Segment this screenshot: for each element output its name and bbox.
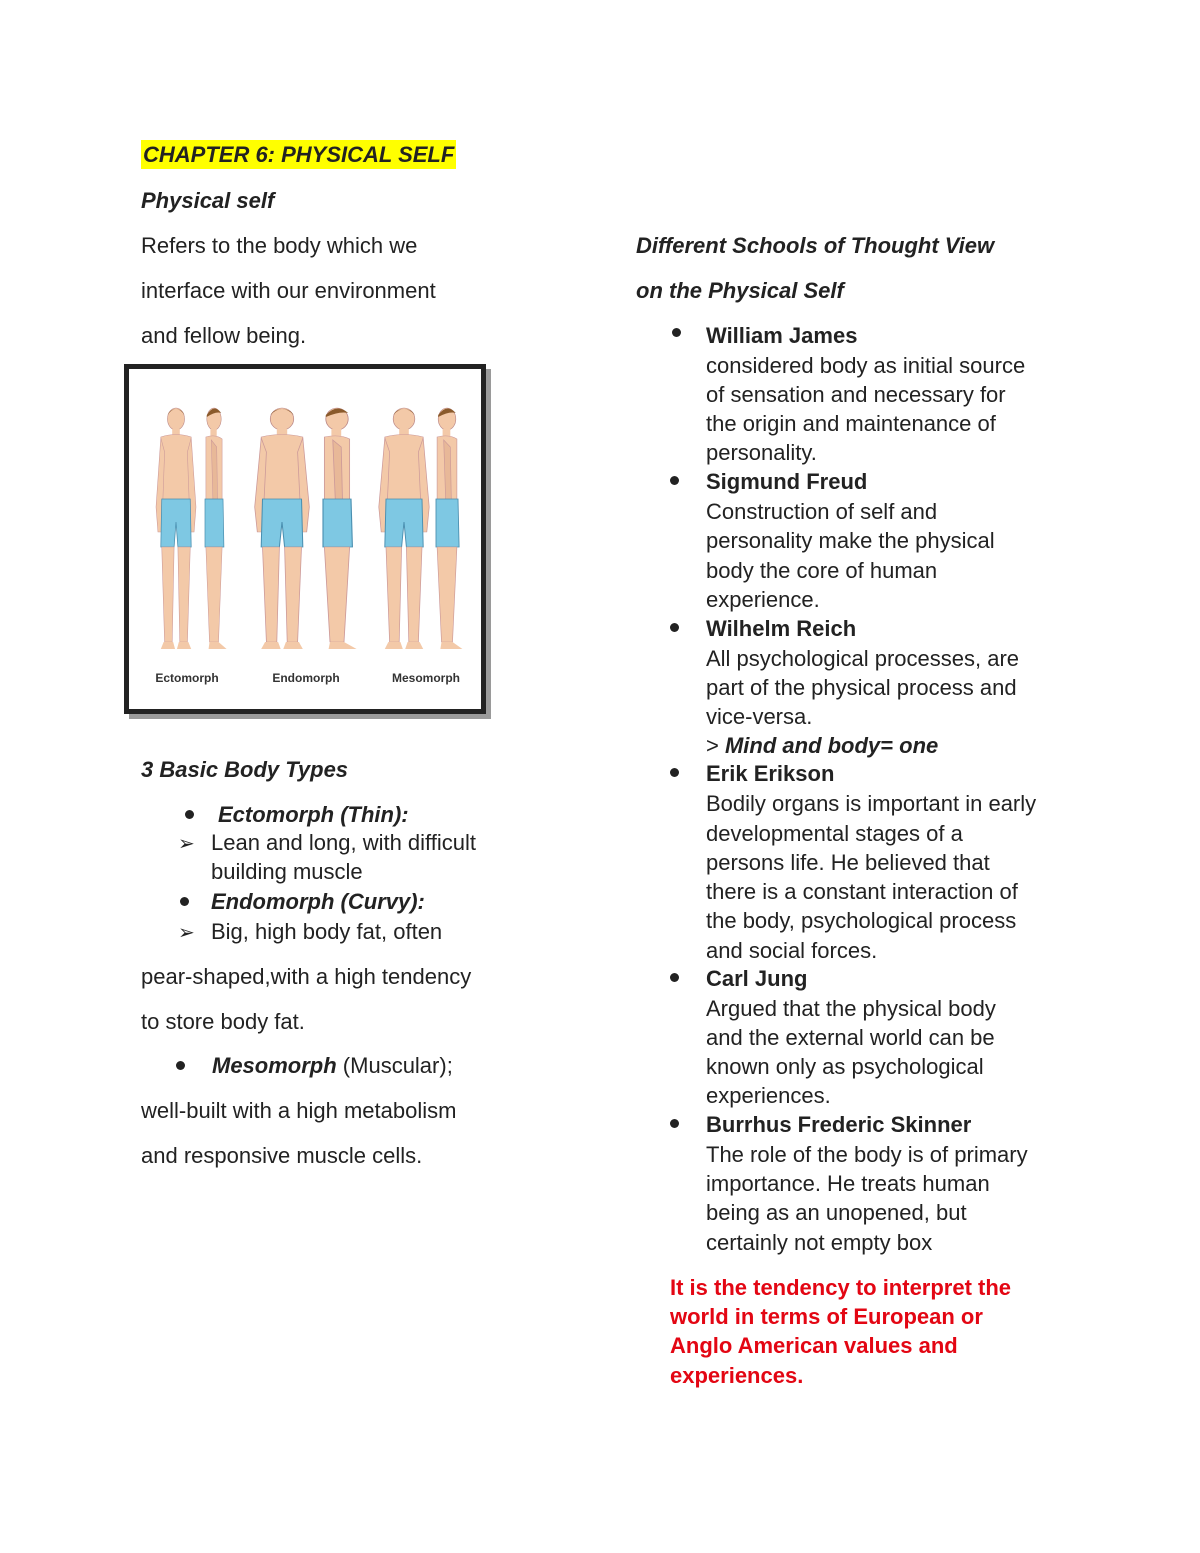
ectomorph-desc-line: building muscle [211,859,363,884]
bullet-icon [670,768,679,777]
endomorph-side-figure [323,408,357,649]
mesomorph-front-figure [379,408,429,649]
arrow-bullet-icon: ➢ [178,922,195,944]
ectomorph-side-figure [205,408,227,649]
theorist-desc-line: there is a constant interaction of [706,879,1018,904]
bullet-icon [670,973,679,982]
theorist-desc-line: persons life. He believed that [706,850,990,875]
closing-red-line: It is the tendency to interpret the [670,1275,1012,1300]
intro-line: Refers to the body which we [141,233,418,258]
schools-heading-line: Different Schools of Thought View [636,233,995,258]
theorist-desc-line: All psychological processes, are [706,646,1020,671]
theorist-desc-line: Bodily organs is important in early [706,791,1037,816]
body-types-figure [124,364,486,714]
theorist-name: Carl Jung [706,966,808,991]
theorist-desc-line: Argued that the physical body [706,996,996,1021]
mesomorph-desc-line: and responsive muscle cells. [141,1143,423,1168]
bullet-icon [672,328,681,337]
bullet-icon [185,810,194,819]
figure-label-endomorph: Endomorph [272,671,340,685]
closing-red-line: experiences. [670,1363,804,1388]
ectomorph-front-figure [156,408,196,649]
ectomorph-title: Ectomorph (Thin): [218,802,409,827]
theorist-desc-line: the origin and maintenance of [706,411,996,436]
theorist-desc-line: and social forces. [706,938,878,963]
theorist-desc-line: personality make the physical [706,528,995,553]
theorist-desc-line: known only as psychological [706,1054,984,1079]
bullet-icon [670,623,679,632]
theorist-name: William James [706,323,858,348]
reich-extra-line [706,733,938,759]
section-subtitle: Physical self [141,188,275,213]
theorist-desc-line: vice-versa. [706,704,813,729]
intro-line: and fellow being. [141,323,307,348]
theorist-desc-line: body the core of human [706,558,938,583]
mesomorph-line [212,1053,453,1079]
endomorph-front-figure [255,408,310,649]
theorist-desc-line: Construction of self and [706,499,938,524]
theorist-name: Wilhelm Reich [706,616,857,641]
theorist-desc-line: being as an unopened, but [706,1200,967,1225]
theorist-desc-line: developmental stages of a [706,821,963,846]
theorist-desc-line: of sensation and necessary for [706,382,1006,407]
closing-red-line: Anglo American values and [670,1333,958,1358]
bullet-icon [180,897,189,906]
theorist-desc-line: importance. He treats human [706,1171,990,1196]
endomorph-desc-line: to store body fat. [141,1009,305,1034]
mesomorph-side-figure [436,408,462,649]
theorist-desc-line: personality. [706,440,817,465]
theorist-desc-line: considered body as initial source [706,353,1026,378]
bullet-icon [176,1061,185,1070]
theorist-name: Erik Erikson [706,761,835,786]
intro-line: interface with our environment [141,278,436,303]
figure-label-mesomorph: Mesomorph [391,671,461,685]
theorist-name: Sigmund Freud [706,469,868,494]
endomorph-title: Endomorph (Curvy): [211,889,425,914]
endomorph-desc-line: Big, high body fat, often [211,919,443,944]
reich-extra-text: Mind and body= one [724,733,939,758]
bullet-icon [670,476,679,485]
theorist-desc-line: and the external world can be [706,1025,995,1050]
theorist-desc-line: The role of the body is of primary [706,1142,1028,1167]
mesomorph-title: Mesomorph [212,1053,337,1078]
reich-extra-prefix: > [706,733,725,758]
closing-red-line: world in terms of European or [670,1304,983,1329]
mesomorph-desc-line: well-built with a high metabolism [141,1098,457,1123]
theorist-desc-line: experiences. [706,1083,831,1108]
schools-heading-line: on the Physical Self [636,278,844,303]
endomorph-desc-line: pear-shaped,with a high tendency [141,964,472,989]
theorist-desc-line: experience. [706,587,820,612]
mesomorph-suffix: (Muscular); [336,1053,453,1078]
chapter-title: CHAPTER 6: PHYSICAL SELF [143,142,455,167]
figure-label-ectomorph: Ectomorph [155,671,219,685]
body-types-heading: 3 Basic Body Types [141,757,349,782]
theorist-name: Burrhus Frederic Skinner [706,1112,972,1137]
theorist-desc-line: the body, psychological process [706,908,1017,933]
bullet-icon [670,1119,679,1128]
ectomorph-desc-line: Lean and long, with difficult [211,830,476,855]
arrow-bullet-icon: ➢ [178,833,195,855]
body-types-illustration [129,369,471,699]
theorist-desc-line: part of the physical process and [706,675,1017,700]
theorist-desc-line: certainly not empty box [706,1230,933,1255]
